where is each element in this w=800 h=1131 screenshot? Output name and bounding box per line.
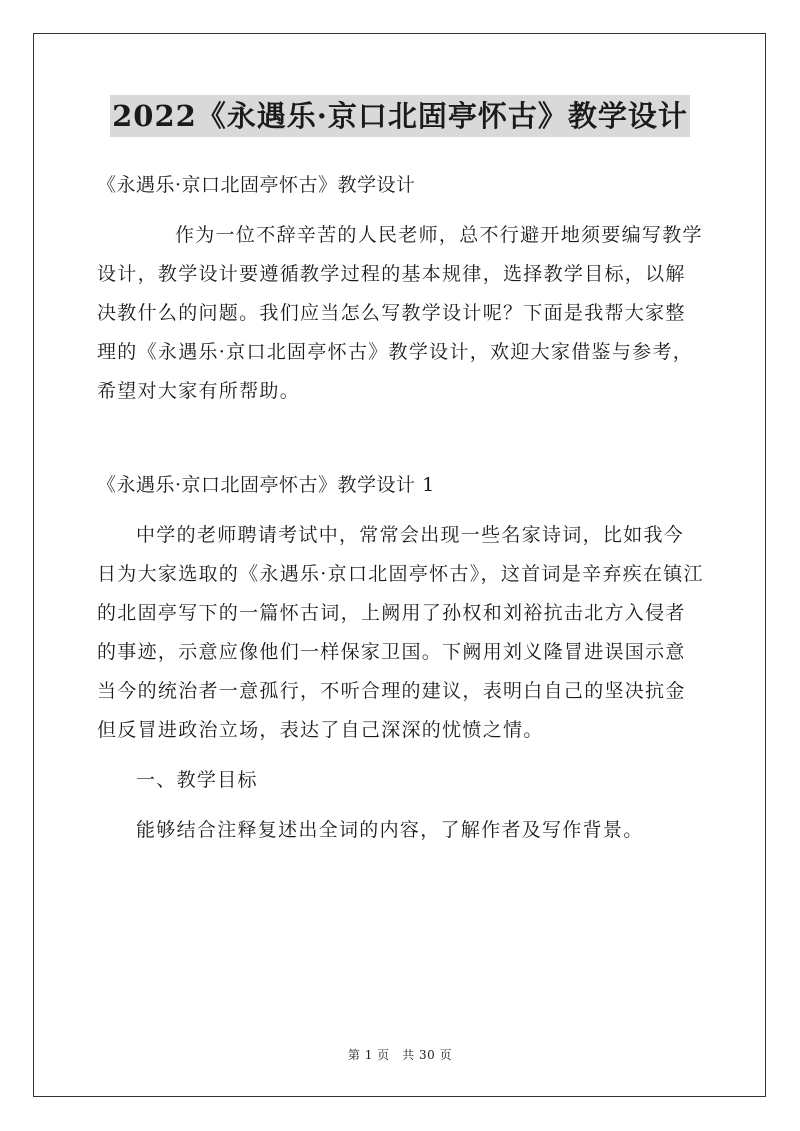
page-number: 第 1 页 共 30 页: [347, 1048, 453, 1062]
goal-item: 能够结合注释复述出全词的内容，了解作者及写作背景。: [136, 819, 644, 841]
document-body: [97, 166, 704, 850]
document-title: 2022《永遇乐·京口北固亭怀古》教学设计: [110, 95, 690, 137]
section-paragraph: 中学的老师聘请考试中，常常会出现一些名家诗词，比如我今日为大家选取的《永遇乐·京口北固亭怀古》，这首词是辛弃疾在镇江的北固亭写下的一篇怀古词，上阙用了孙权和刘裕抗击北方入侵者的事迹，示意应像他们一样保家卫国。下阙用刘义隆冒进误国示意当今的统治者一意孤行，不听合理的建议，表明白自己的坚决抗金但反冒进政治立场，表达了自己深深的忧愤之情。: [97, 524, 704, 741]
section-heading: 《永遇乐·京口北固亭怀古》教学设计 1: [97, 474, 435, 496]
goal-heading: 一、教学目标: [136, 769, 258, 791]
document-subtitle: 《永遇乐·京口北固亭怀古》教学设计: [97, 174, 416, 196]
intro-paragraph: 作为一位不辞辛苦的人民老师，总不行避开地须要编写教学设计，教学设计要遵循教学过程的基本规律，选择教学目标，以解决教什么的问题。我们应当怎么写教学设计呢？下面是我帮大家整理的《永遇乐·京口北固亭怀古》教学设计，欢迎大家借鉴与参考，希望对大家有所帮助。: [97, 224, 703, 402]
title-container: [0, 95, 800, 137]
